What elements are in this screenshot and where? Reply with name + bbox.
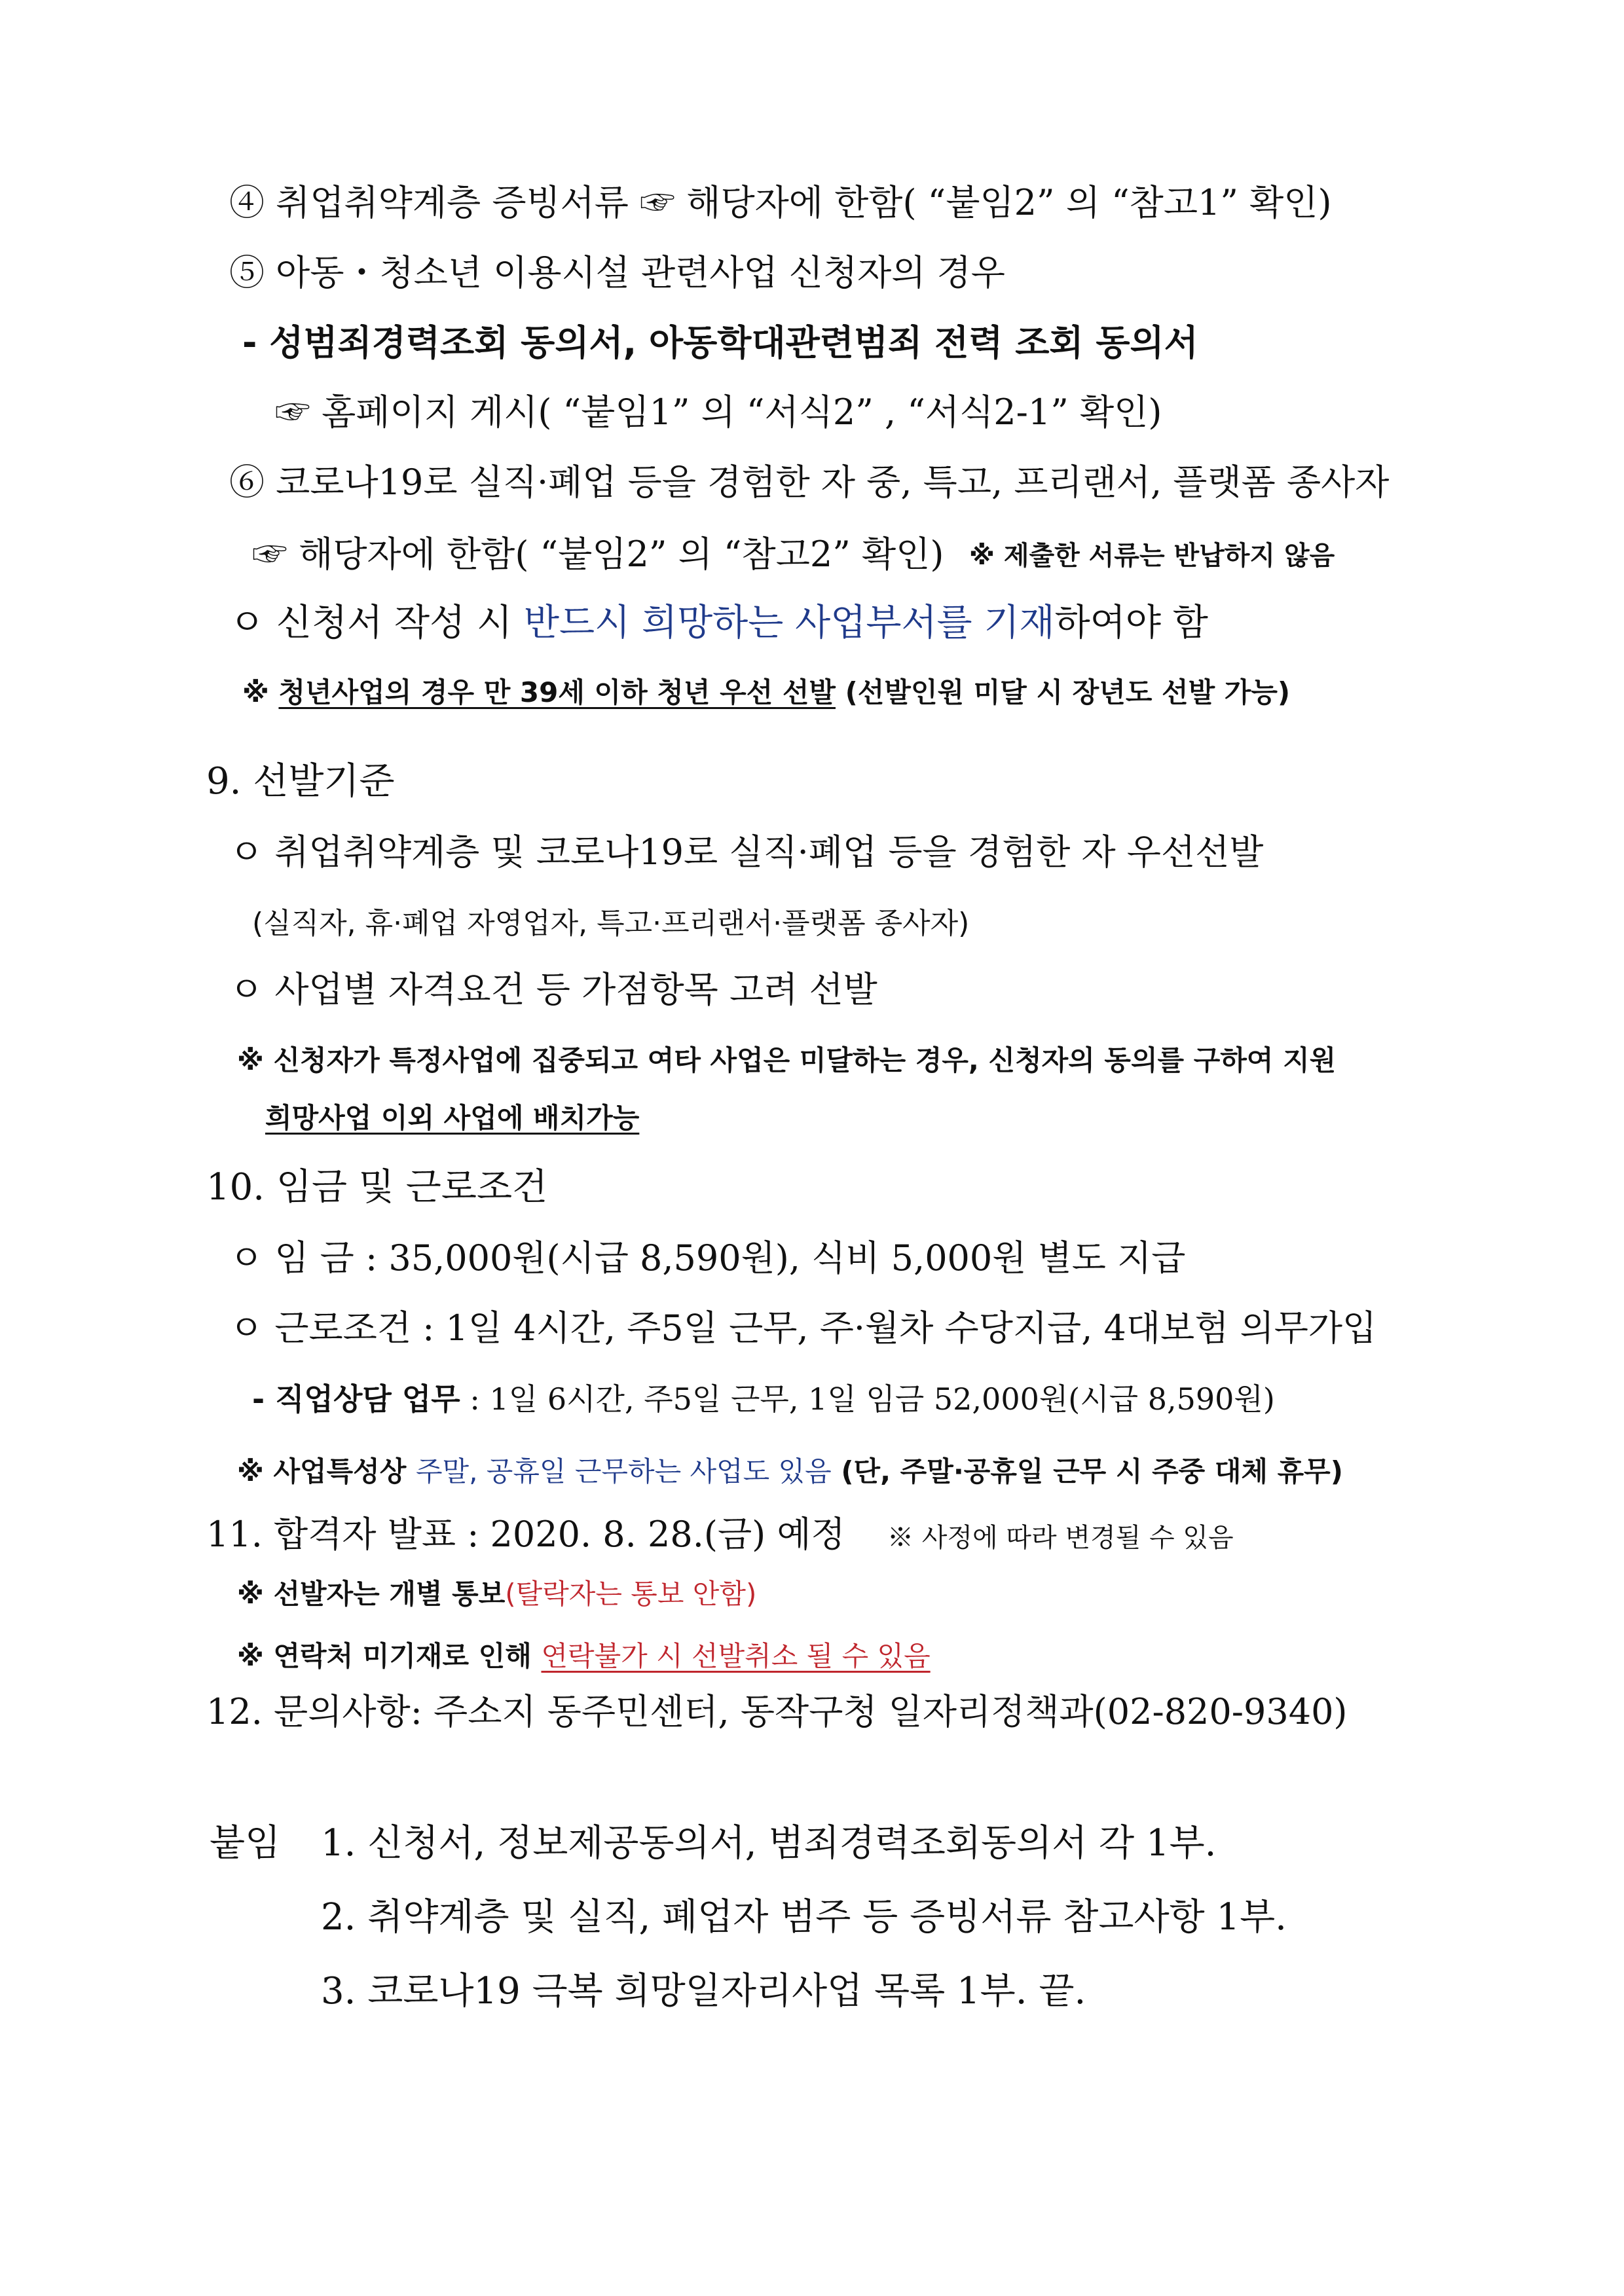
attachments-label xyxy=(210,1821,280,1865)
section-10-conditions-line xyxy=(229,1307,1376,1350)
item-5-text: ⑤ 아동・청소년 이용시설 관련사업 신청자의 경우 xyxy=(229,252,1005,293)
section-11-note-2-prefix: ※ 연락처 미기재로 인해 xyxy=(237,1640,542,1672)
attachment-1-text: 1. 신청서, 정보제공동의서, 범죄경력조회동의서 각 1부. xyxy=(321,1822,1217,1865)
section-10-note-suffix: (단, 주말·공휴일 근무 시 주중 대체 휴무) xyxy=(831,1455,1343,1487)
item-6-text: ⑥ 코로나19로 실직·폐업 등을 경험한 자 중, 특고, 프리랜서, 플랫폼 종사자 xyxy=(229,462,1390,503)
section-11-note-2-line xyxy=(237,1640,931,1673)
item-6-sub-line xyxy=(252,534,944,576)
attachment-3 xyxy=(321,1969,1086,2013)
section-10-counsel-line xyxy=(252,1381,1275,1417)
youth-note-mark: ※ xyxy=(242,676,279,708)
item-5-sub2-text: ☞ 홈페이지 게시( “붙임1” 의 “서식2” , “서식2-1” 확인) xyxy=(275,392,1162,433)
section-11-note-1-red: (탈락자는 통보 안함) xyxy=(505,1578,757,1610)
section-10-counsel-value: : 1일 6시간, 주5일 근무, 1일 임금 52,000원(시급 8,590원) xyxy=(460,1381,1275,1417)
item-6-sub-text: ☞ 해당자에 한함( “붙임2” 의 “참고2” 확인) xyxy=(252,534,944,575)
section-10-title xyxy=(206,1165,547,1209)
item-6-note-text: ※ 제출한 서류는 반납하지 않음 xyxy=(969,541,1335,571)
section-10-conditions-value: : 1일 4시간, 주5일 근무, 주·월차 수당지급, 4대보험 의무가입 xyxy=(411,1307,1377,1349)
section-11-title-note xyxy=(887,1522,1234,1554)
section-12-line xyxy=(206,1691,1348,1734)
attachment-2-text: 2. 취약계층 및 실직, 폐업자 범주 등 증빙서류 참고사항 1부. xyxy=(321,1896,1287,1939)
section-10-wage-value: : 35,000원(시급 8,590원), 식비 5,000원 별도 지급 xyxy=(354,1237,1186,1279)
section-9-bullet-2-text: ㅇ 사업별 자격요건 등 가점항목 고려 선발 xyxy=(229,969,877,1010)
youth-note-line xyxy=(242,676,1290,709)
section-10-note-prefix: ※ 사업특성상 xyxy=(237,1455,416,1487)
item-5-line xyxy=(229,252,1005,295)
section-11-title-line xyxy=(206,1514,845,1556)
section-9-note-line-2 xyxy=(265,1102,639,1135)
section-9-bullet-1-text: ㅇ 취업취약계층 및 코로나19로 실직·폐업 등을 경험한 자 우선선발 xyxy=(229,831,1264,873)
section-11-note-1-line xyxy=(237,1578,756,1611)
item-4-line xyxy=(229,182,1332,225)
section-9-bullet-1-sub-text: (실직자, 휴·폐업 자영업자, 특고·프리랜서·플랫폼 종사자) xyxy=(252,907,970,940)
section-9-title-text: 9. 선발기준 xyxy=(206,760,395,803)
item-6-line xyxy=(229,462,1389,504)
section-10-note-line xyxy=(237,1455,1343,1488)
apply-note-suffix: 하여야 함 xyxy=(1054,602,1208,644)
section-10-wage-label: ㅇ 임 금 xyxy=(229,1237,354,1279)
section-10-counsel-label: - 직업상담 업무 xyxy=(252,1381,460,1417)
section-9-bullet-2 xyxy=(229,969,877,1011)
apply-note-highlight: 반드시 희망하는 사업부서를 기재 xyxy=(523,602,1055,644)
section-10-conditions-label: ㅇ 근로조건 xyxy=(229,1307,411,1349)
section-9-bullet-1 xyxy=(229,831,1263,874)
section-11-title-text: 11. 합격자 발표 : 2020. 8. 28.(금) 예정 xyxy=(206,1514,845,1555)
attachments-label-text: 붙임 xyxy=(210,1822,281,1865)
section-11-title-note-text: ※ 사정에 따라 변경될 수 있음 xyxy=(887,1523,1234,1553)
section-11-note-1-prefix: ※ 선발자는 개별 통보 xyxy=(237,1578,506,1610)
section-12-text: 12. 문의사항: 주소지 동주민센터, 동작구청 일자리정책과(02-820-9340) xyxy=(206,1691,1348,1732)
item-5-sub2-line xyxy=(275,392,1162,434)
section-10-title-text: 10. 임금 및 근로조건 xyxy=(206,1166,548,1209)
item-5-sub-text: - 성범죄경력조회 동의서, 아동학대관련범죄 전력 조회 동의서 xyxy=(242,322,1198,363)
section-9-title xyxy=(206,759,395,803)
attachment-1 xyxy=(321,1821,1216,1865)
section-11-note-2-red: 연락불가 시 선발취소 될 수 있음 xyxy=(541,1640,931,1672)
section-10-wage-line xyxy=(229,1237,1185,1280)
section-10-note-highlight: 주말, 공휴일 근무하는 사업도 있음 xyxy=(415,1455,832,1487)
section-9-bullet-1-sub xyxy=(252,907,969,941)
attachment-3-text: 3. 코로나19 극복 희망일자리사업 목록 1부. 끝. xyxy=(321,1970,1086,2013)
section-9-note-line-1 xyxy=(237,1044,1336,1077)
section-9-note-2-text: 희망사업 이외 사업에 배치가능 xyxy=(265,1102,640,1134)
apply-note-prefix: ㅇ 신청서 작성 시 xyxy=(229,602,524,644)
section-9-note-1-text: ※ 신청자가 특정사업에 집중되고 여타 사업은 미달하는 경우, 신청자의 동의를 구하여 지원 xyxy=(237,1044,1337,1076)
item-5-sub-line xyxy=(242,322,1198,365)
youth-note-underlined: 청년사업의 경우 만 39세 이하 청년 우선 선발 xyxy=(278,676,836,708)
item-4-text: ④ 취업취약계층 증빙서류 ☞ 해당자에 한함( “붙임2” 의 “참고1” 확인) xyxy=(229,182,1332,223)
item-6-note-line xyxy=(969,540,1335,572)
youth-note-rest: (선발인원 미달 시 장년도 선발 가능) xyxy=(835,676,1291,708)
apply-note-line xyxy=(229,601,1208,645)
attachment-2 xyxy=(321,1895,1287,1939)
